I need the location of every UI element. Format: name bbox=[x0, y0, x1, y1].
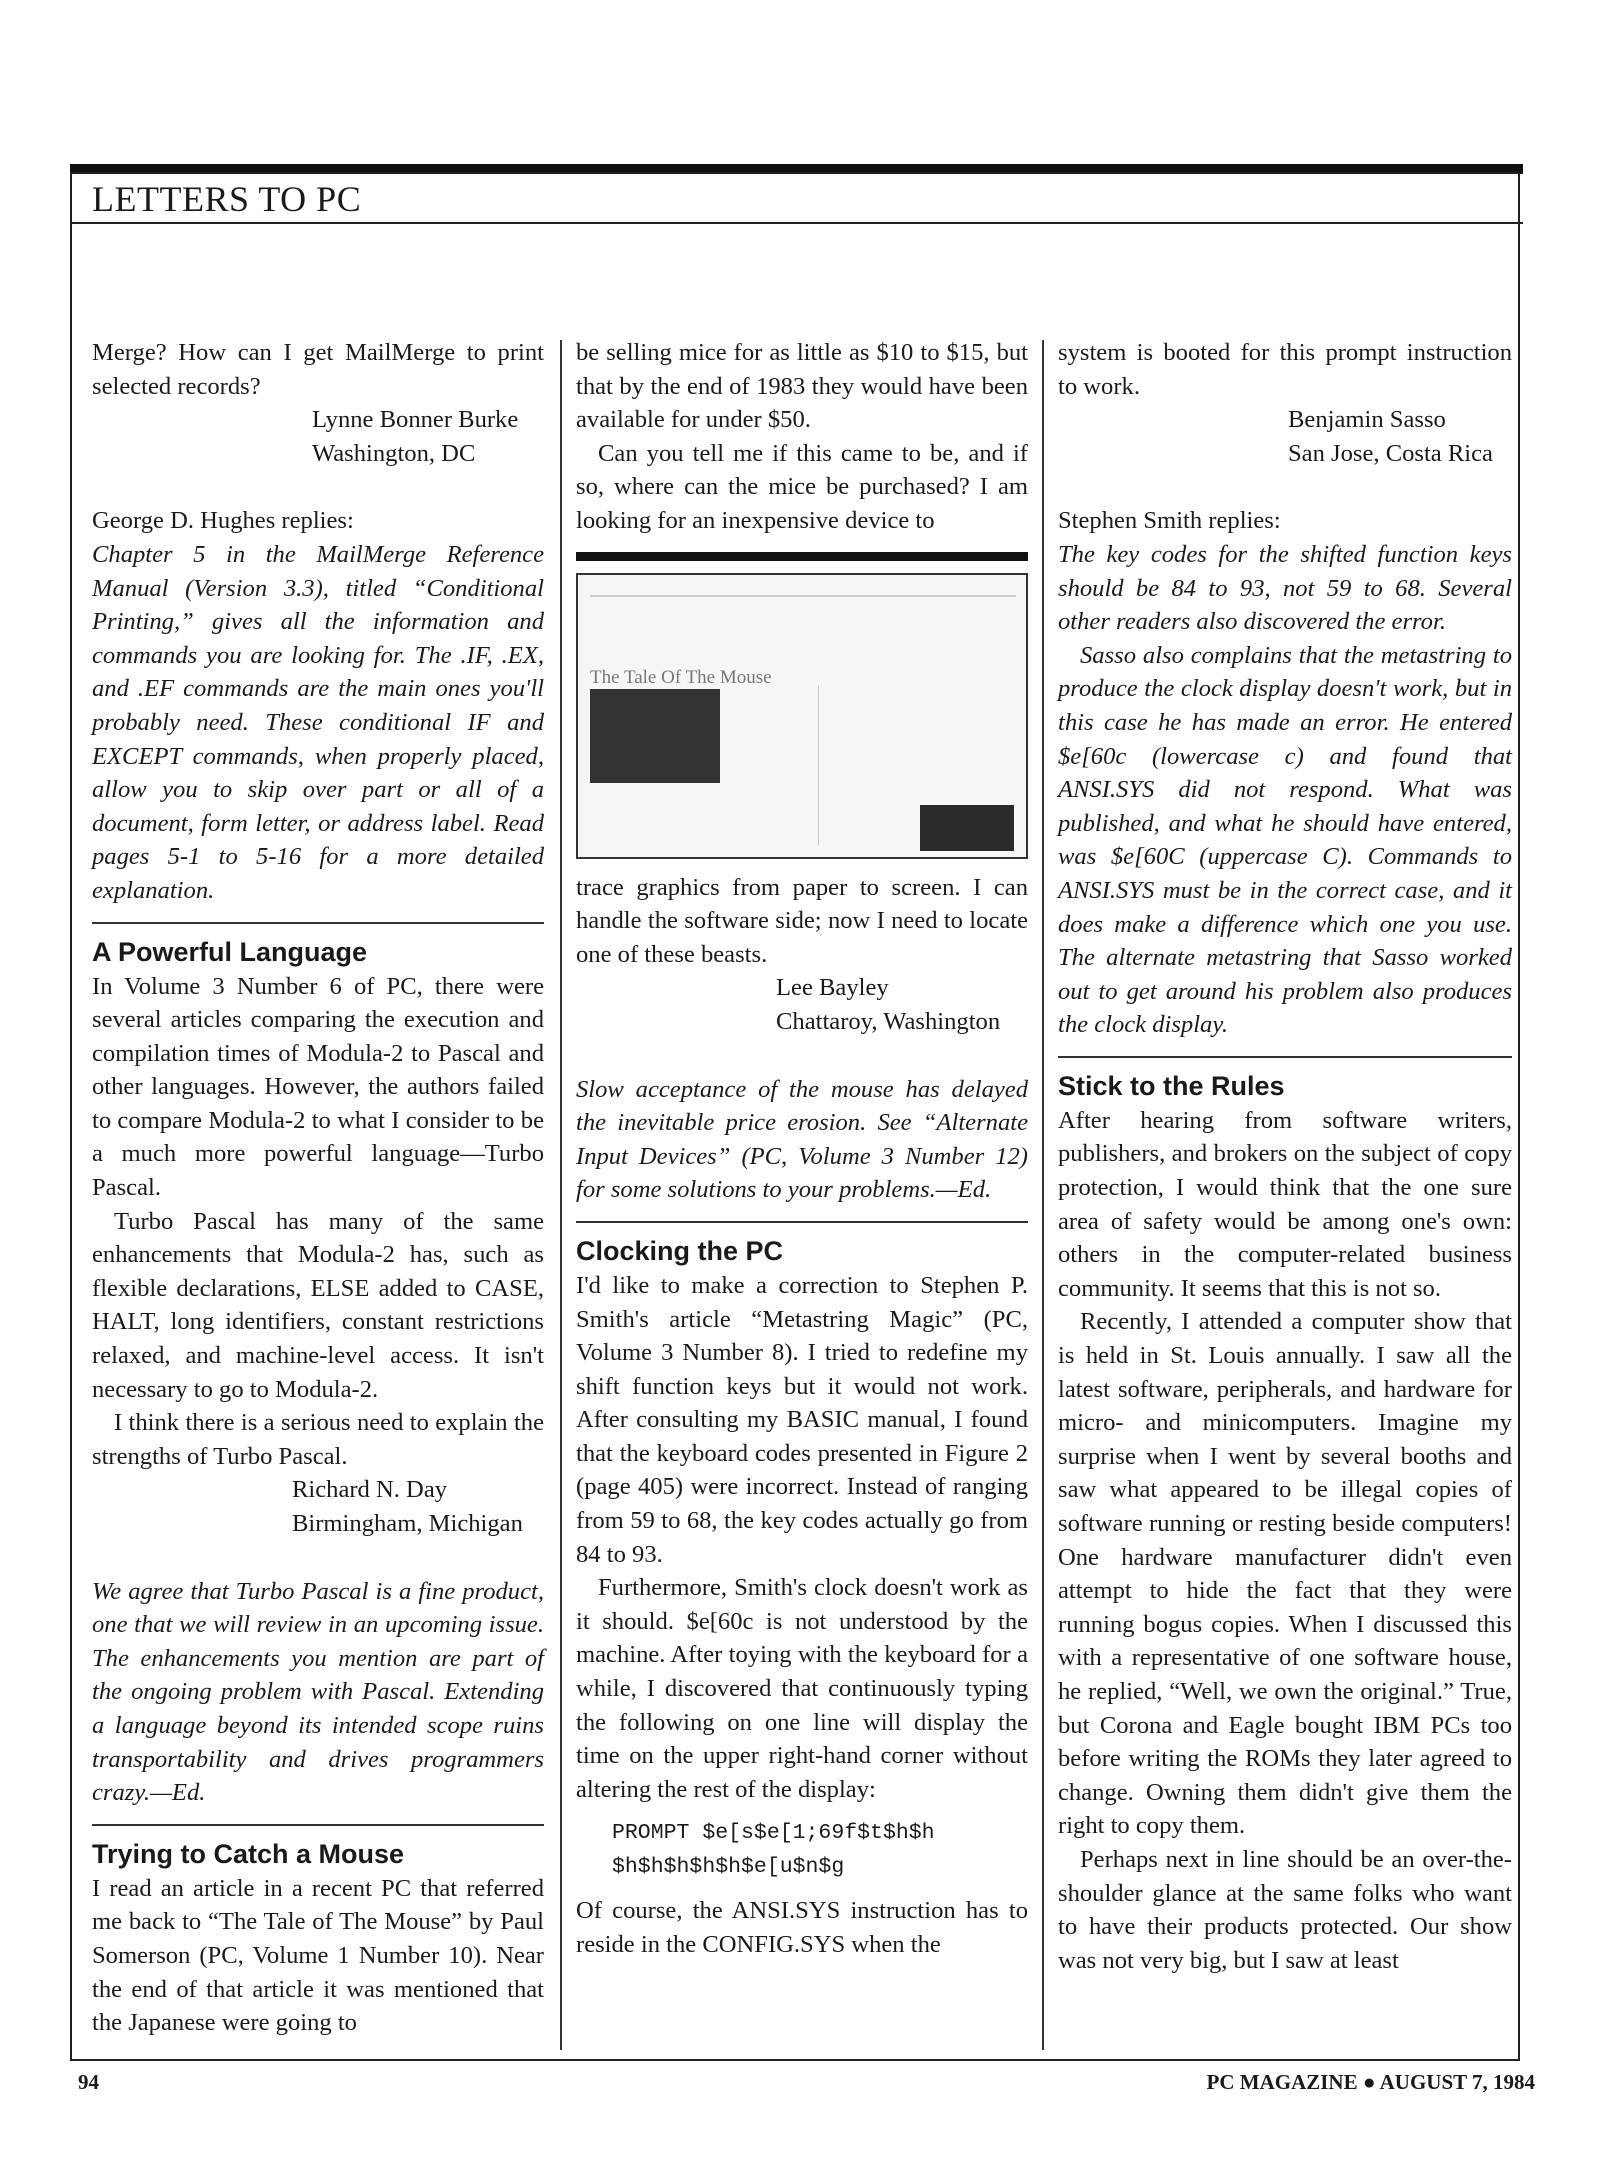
letter-text: Furthermore, Smith's clock doesn't work as it should. $e[60c is not understood by the machine. After toying with the keyboard for a while, I discovered that continuously typing the following on one line will display the time on the upper right-hand corner without altering the rest of the display: bbox=[576, 1574, 1028, 1803]
reply-text: The key codes for the shifted function keys should be 84 to 93, not 59 to 68. Several other readers also discovered the error. bbox=[1058, 540, 1512, 636]
column-3 bbox=[1058, 336, 1512, 1977]
signature-place: San Jose, Costa Rica bbox=[1288, 439, 1493, 467]
letter-heading: Trying to Catch a Mouse bbox=[92, 1838, 405, 1869]
column-divider bbox=[1042, 340, 1044, 2050]
letter-text: Merge? How can I get MailMerge to print selected records? bbox=[92, 339, 544, 400]
code-line: PROMPT $e[s$e[1;69f$t$h$h bbox=[612, 1821, 935, 1846]
heavy-divider bbox=[576, 552, 1028, 561]
signature-name: Richard N. Day bbox=[292, 1476, 448, 1504]
column-1 bbox=[92, 336, 544, 2040]
divider bbox=[92, 1824, 544, 1826]
section-title: LETTERS TO PC bbox=[92, 179, 362, 219]
letter-text: Turbo Pascal has many of the same enhancements that Modula-2 has, such as flexible declarations, ELSE added to CASE, HALT, long identifiers, constant restrictions relaxed, and machine-level access. It isn't necessary to go to Modula-2. bbox=[92, 1207, 544, 1403]
signature-place: Birmingham, Michigan bbox=[292, 1510, 523, 1537]
code-line: $h$h$h$h$h$e[u$n$g bbox=[612, 1855, 845, 1880]
mouse-article-photo bbox=[576, 573, 1028, 859]
signature-name: Lee Bayley bbox=[776, 974, 889, 1002]
publication-line: PC MAGAZINE ● AUGUST 7, 1984 bbox=[1206, 2070, 1535, 2094]
signature-place: Washington, DC bbox=[312, 439, 476, 467]
reply-heading: Stephen Smith replies: bbox=[1058, 507, 1281, 535]
code-sample bbox=[576, 1816, 1028, 1884]
letter-text: Can you tell me if this came to be, and if so, where can the mice be purchased? I am looking for an inexpensive device to bbox=[576, 439, 1028, 534]
reply-text: Sasso also complains that the metastring to produce the clock display doesn't work, but in this case he has made an error. He entered $e[60c (lowercase c) and found that ANSI.SYS did not respond. What was published, and what he should have entered, was $e[60C (uppercase C). Commands to ANSI.SYS must be in the correct case, and it does make a difference which one you use. The alternate metastring that Sasso worked out to get around his problem also produces the clock display. bbox=[1058, 641, 1512, 1039]
letter-text: I read an article in a recent PC that referred me back to “The Tale of The Mouse” by Paul Somerson (PC, Volume 1 Number 10). Near the end of that article it was mentioned that the Japanese were going to bbox=[92, 1874, 544, 2037]
letter-text: I think there is a serious need to explain the strengths of Turbo Pascal. bbox=[92, 1409, 544, 1470]
letter-text: I'd like to make a correction to Stephen P. Smith's article “Metastring Magic” (PC, Volume 3 Number 8). I tried to redefine my shift function keys but it would not work. After consulting my BASIC manual, I found that the keyboard codes presented in Figure 2 (page 405) were incorrect. Instead of ranging from 59 to 68, the key codes actually go from 84 to 93. bbox=[576, 1271, 1028, 1568]
reply-heading: George D. Hughes replies: bbox=[92, 507, 354, 535]
letter-text: be selling mice for as little as $10 to $15, but that by the end of 1983 they would have been available for under $50. bbox=[576, 339, 1028, 434]
column-2 bbox=[576, 336, 1028, 1962]
editor-reply: Slow acceptance of the mouse has delayed the inevitable price erosion. See “Alternate Input Devices” (PC, Volume 3 Number 12) for some solutions to your problems.—Ed. bbox=[576, 1075, 1028, 1204]
signature-name: Lynne Bonner Burke bbox=[312, 406, 519, 434]
photo-image-block bbox=[920, 805, 1014, 851]
letter-text: In Volume 3 Number 6 of PC, there were several articles comparing the execution and compilation times of Modula-2 to Pascal and other languages. However, the authors failed to compare Modula-2 to what I consider to be a much more powerful language—Turbo Pascal. bbox=[92, 972, 544, 1202]
letter-heading: Stick to the Rules bbox=[1058, 1070, 1285, 1101]
letter-heading: A Powerful Language bbox=[92, 936, 368, 967]
editor-reply: We agree that Turbo Pascal is a fine product, one that we will review in an upcoming issue. The enhancements you mention are part of the ongoing problem with Pascal. Extending a language beyond its intended scope ruins transportability and drives programmers crazy.—Ed. bbox=[92, 1577, 544, 1807]
column-divider bbox=[560, 340, 562, 2050]
photo-caption: The Tale Of The Mouse bbox=[590, 666, 772, 688]
letter-heading: Clocking the PC bbox=[576, 1235, 784, 1266]
signature-name: Benjamin Sasso bbox=[1288, 406, 1446, 434]
letter-text: After hearing from software writers, publishers, and brokers on the subject of copy protection, I would think that the one sure area of safety would be among one's own: others in the computer-related business community. It seems that this is not so. bbox=[1058, 1106, 1512, 1302]
letter-text: Recently, I attended a computer show that is held in St. Louis annually. I saw all the latest software, peripherals, and hardware for micro- and minicomputers. Imagine my surprise when I went by several booths and saw what appeared to be illegal copies of software running or resting beside computers! One hardware manufacturer didn't even attempt to hide the fact that they were running bogus copies. When I discussed this with a representative of one software house, he replied, “Well, we own the original.” True, but Corona and Eagle bought IBM PCs too before writing the ROMs they later agreed to change. Owning them didn't give them the right to copy them. bbox=[1058, 1308, 1512, 1840]
letter-text: trace graphics from paper to screen. I can handle the software side; now I need to locate one of these beasts. bbox=[576, 873, 1028, 968]
page-number: 94 bbox=[78, 2070, 99, 2094]
signature-place: Chattaroy, Washington bbox=[776, 1007, 1001, 1035]
letter-text: Perhaps next in line should be an over-the-shoulder glance at the same folks who want to have their products protected. Our show was not very big, but I saw at least bbox=[1058, 1845, 1512, 1974]
letter-text: Of course, the ANSI.SYS instruction has to reside in the CONFIG.SYS when the bbox=[576, 1897, 1028, 1958]
reply-text: Chapter 5 in the MailMerge Reference Manual (Version 3.3), titled “Conditional Printing,” gives all the information and commands you are looking for. The .IF, .EX, and .EF commands are the main ones you'll probably need. These conditional IF and EXCEPT commands, when properly placed, allow you to skip over part or all of a document, form letter, or address label. Read pages 5-1 to 5-16 for a more detailed explanation. bbox=[92, 540, 544, 904]
divider bbox=[576, 1221, 1028, 1223]
letter-text: system is booted for this prompt instruction to work. bbox=[1058, 339, 1512, 400]
header-divider bbox=[70, 222, 1523, 224]
divider bbox=[1058, 1056, 1512, 1058]
photo-image-block bbox=[590, 689, 720, 783]
divider bbox=[92, 922, 544, 924]
